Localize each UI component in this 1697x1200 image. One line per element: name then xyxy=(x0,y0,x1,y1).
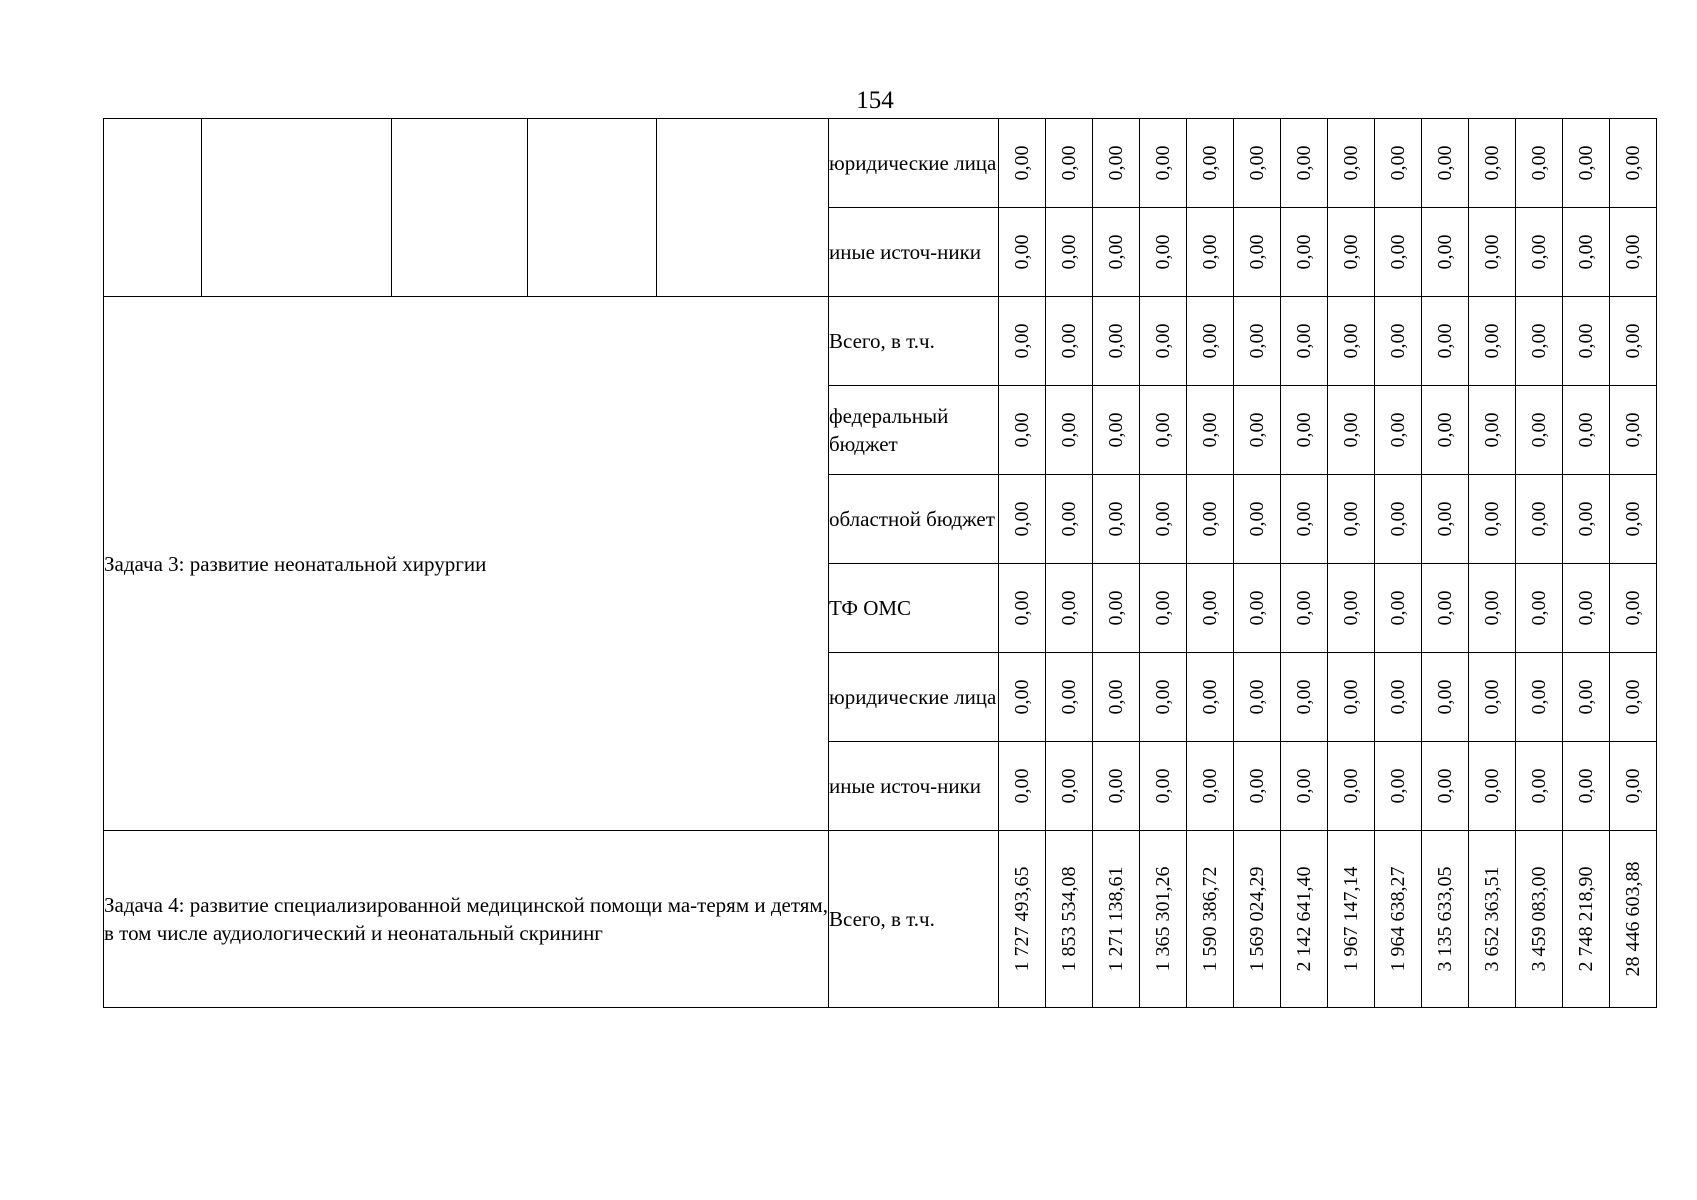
value-text: 0,00 xyxy=(1387,501,1409,537)
value-text: 0,00 xyxy=(1481,234,1503,270)
value-cell xyxy=(1328,297,1375,386)
value-cell xyxy=(1610,653,1657,742)
value-text: 0,00 xyxy=(1622,145,1644,181)
value-cell xyxy=(1516,119,1563,208)
value-text: 0,00 xyxy=(1199,501,1221,537)
value-text: 0,00 xyxy=(1293,234,1315,270)
value-text: 0,00 xyxy=(1340,501,1362,537)
value-cell xyxy=(1422,831,1469,1008)
value-cell xyxy=(1234,297,1281,386)
budget-table xyxy=(103,118,1657,1008)
value-text: 0,00 xyxy=(1575,768,1597,804)
value-cell xyxy=(1328,475,1375,564)
value-text: 0,00 xyxy=(1199,590,1221,626)
value-cell xyxy=(1281,653,1328,742)
funding-source-label: Всего, в т.ч. xyxy=(829,297,999,386)
value-text: 0,00 xyxy=(1528,323,1550,359)
value-text: 0,00 xyxy=(1293,412,1315,448)
value-cell xyxy=(1375,831,1422,1008)
value-text: 0,00 xyxy=(1246,412,1268,448)
value-cell xyxy=(1281,386,1328,475)
value-cell xyxy=(1422,297,1469,386)
value-text: 0,00 xyxy=(1528,768,1550,804)
value-text: 0,00 xyxy=(1622,590,1644,626)
value-cell xyxy=(1140,386,1187,475)
value-text: 0,00 xyxy=(1434,145,1456,181)
value-cell xyxy=(1046,208,1093,297)
value-text: 0,00 xyxy=(1246,768,1268,804)
value-text: 0,00 xyxy=(1246,234,1268,270)
value-cell xyxy=(1375,564,1422,653)
value-text: 0,00 xyxy=(1152,768,1174,804)
value-text: 0,00 xyxy=(1387,145,1409,181)
value-text: 2 748 218,90 xyxy=(1575,866,1597,972)
value-text: 0,00 xyxy=(1622,323,1644,359)
value-text: 0,00 xyxy=(1434,768,1456,804)
value-cell xyxy=(1187,475,1234,564)
value-cell xyxy=(1375,742,1422,831)
value-text: 0,00 xyxy=(1152,501,1174,537)
value-cell xyxy=(1093,742,1140,831)
value-text: 0,00 xyxy=(1528,501,1550,537)
value-text: 0,00 xyxy=(1387,323,1409,359)
value-cell xyxy=(1610,297,1657,386)
value-text: 0,00 xyxy=(1387,234,1409,270)
value-cell xyxy=(1093,386,1140,475)
value-text: 0,00 xyxy=(1058,323,1080,359)
value-cell xyxy=(1422,475,1469,564)
value-cell xyxy=(1328,208,1375,297)
value-text: 0,00 xyxy=(1011,412,1033,448)
value-text: 0,00 xyxy=(1152,145,1174,181)
value-cell xyxy=(1469,742,1516,831)
value-text: 0,00 xyxy=(1152,234,1174,270)
value-cell xyxy=(1422,742,1469,831)
value-cell xyxy=(1563,831,1610,1008)
value-text: 0,00 xyxy=(1105,145,1127,181)
value-cell xyxy=(1422,386,1469,475)
value-cell xyxy=(1610,475,1657,564)
value-text: 0,00 xyxy=(1058,768,1080,804)
value-cell xyxy=(1516,653,1563,742)
empty-cell-executor xyxy=(392,119,528,297)
funding-source-label: юридические лица xyxy=(829,653,999,742)
value-text: 0,00 xyxy=(1011,323,1033,359)
empty-cell-start xyxy=(528,119,657,297)
value-cell xyxy=(1281,297,1328,386)
value-cell xyxy=(1375,119,1422,208)
value-cell xyxy=(1187,386,1234,475)
value-cell xyxy=(1610,564,1657,653)
value-cell xyxy=(1563,297,1610,386)
value-cell xyxy=(999,475,1046,564)
value-cell xyxy=(1281,742,1328,831)
value-text: 0,00 xyxy=(1199,145,1221,181)
value-text: 3 135 633,05 xyxy=(1434,866,1456,972)
value-cell xyxy=(1187,653,1234,742)
value-text: 0,00 xyxy=(1011,501,1033,537)
value-cell xyxy=(1516,564,1563,653)
value-cell xyxy=(1140,475,1187,564)
value-text: 0,00 xyxy=(1481,323,1503,359)
value-cell xyxy=(1187,119,1234,208)
value-text: 0,00 xyxy=(1293,323,1315,359)
value-cell xyxy=(1516,208,1563,297)
value-cell xyxy=(1469,208,1516,297)
value-text: 0,00 xyxy=(1058,501,1080,537)
value-cell xyxy=(999,297,1046,386)
value-cell xyxy=(1140,297,1187,386)
value-text: 0,00 xyxy=(1058,679,1080,715)
value-cell xyxy=(1563,386,1610,475)
value-text: 0,00 xyxy=(1575,501,1597,537)
value-cell xyxy=(999,831,1046,1008)
value-cell xyxy=(1140,742,1187,831)
funding-source-label: Всего, в т.ч. xyxy=(829,831,999,1008)
value-text: 0,00 xyxy=(1105,768,1127,804)
value-cell xyxy=(1516,297,1563,386)
table-body xyxy=(104,119,1657,1008)
value-cell xyxy=(1093,208,1140,297)
value-text: 0,00 xyxy=(1528,679,1550,715)
value-cell xyxy=(1610,208,1657,297)
value-cell xyxy=(1328,742,1375,831)
funding-source-label: иные источ-ники xyxy=(829,208,999,297)
value-text: 0,00 xyxy=(1246,679,1268,715)
value-cell xyxy=(1281,119,1328,208)
task-title: Задача 4: развитие специализированной медицинской помощи ма-терям и детям, в том числе аудиологический и неонатальный скрининг xyxy=(104,831,829,1008)
value-text: 0,00 xyxy=(1152,412,1174,448)
value-text: 2 142 641,40 xyxy=(1293,866,1315,972)
value-cell xyxy=(1469,564,1516,653)
value-text: 0,00 xyxy=(1434,412,1456,448)
value-text: 0,00 xyxy=(1058,590,1080,626)
value-text: 0,00 xyxy=(1434,234,1456,270)
value-cell xyxy=(1516,742,1563,831)
value-text: 0,00 xyxy=(1293,768,1315,804)
value-text: 0,00 xyxy=(1387,768,1409,804)
value-text: 0,00 xyxy=(1246,501,1268,537)
value-cell xyxy=(1375,386,1422,475)
value-cell xyxy=(1187,831,1234,1008)
value-cell xyxy=(999,208,1046,297)
value-text: 0,00 xyxy=(1434,323,1456,359)
value-cell xyxy=(1610,831,1657,1008)
value-text: 0,00 xyxy=(1246,323,1268,359)
value-cell xyxy=(1046,742,1093,831)
value-cell xyxy=(1281,564,1328,653)
value-text: 0,00 xyxy=(1011,590,1033,626)
value-text: 0,00 xyxy=(1011,768,1033,804)
value-text: 0,00 xyxy=(1105,412,1127,448)
value-cell xyxy=(1375,475,1422,564)
value-cell xyxy=(1610,386,1657,475)
value-text: 0,00 xyxy=(1105,323,1127,359)
empty-cell-name xyxy=(202,119,392,297)
task-title: Задача 3: развитие неонатальной хирургии xyxy=(104,297,829,831)
value-text: 0,00 xyxy=(1434,590,1456,626)
value-cell xyxy=(1140,653,1187,742)
value-cell xyxy=(1093,831,1140,1008)
value-text: 0,00 xyxy=(1481,501,1503,537)
value-cell xyxy=(1328,119,1375,208)
value-text: 0,00 xyxy=(1199,679,1221,715)
value-text: 0,00 xyxy=(1340,768,1362,804)
value-cell xyxy=(1140,564,1187,653)
value-cell xyxy=(1375,653,1422,742)
value-cell xyxy=(1046,386,1093,475)
value-cell xyxy=(1469,475,1516,564)
value-text: 0,00 xyxy=(1199,323,1221,359)
value-text: 3 459 083,00 xyxy=(1528,866,1550,972)
value-cell xyxy=(1328,564,1375,653)
value-cell xyxy=(1563,208,1610,297)
value-cell xyxy=(1093,475,1140,564)
value-text: 0,00 xyxy=(1105,234,1127,270)
value-cell xyxy=(1281,475,1328,564)
value-cell xyxy=(1375,208,1422,297)
value-text: 0,00 xyxy=(1575,679,1597,715)
value-text: 0,00 xyxy=(1575,412,1597,448)
value-cell xyxy=(1563,564,1610,653)
value-text: 0,00 xyxy=(1622,679,1644,715)
value-cell xyxy=(1516,831,1563,1008)
funding-source-label: ТФ ОМС xyxy=(829,564,999,653)
value-cell xyxy=(1234,564,1281,653)
value-cell xyxy=(1422,119,1469,208)
empty-cell-end xyxy=(657,119,829,297)
value-cell xyxy=(1140,208,1187,297)
value-text: 0,00 xyxy=(1152,590,1174,626)
value-text: 1 964 638,27 xyxy=(1387,866,1409,972)
value-text: 0,00 xyxy=(1622,501,1644,537)
value-text: 0,00 xyxy=(1434,501,1456,537)
value-text: 0,00 xyxy=(1105,679,1127,715)
value-cell xyxy=(1046,564,1093,653)
value-text: 0,00 xyxy=(1481,679,1503,715)
value-cell xyxy=(1093,653,1140,742)
value-cell xyxy=(1469,653,1516,742)
value-text: 0,00 xyxy=(1622,234,1644,270)
value-text: 0,00 xyxy=(1011,145,1033,181)
value-text: 0,00 xyxy=(1199,234,1221,270)
value-text: 1 365 301,26 xyxy=(1152,866,1174,972)
value-text: 1 569 024,29 xyxy=(1246,866,1268,972)
empty-cell-number xyxy=(104,119,202,297)
value-cell xyxy=(1046,831,1093,1008)
value-cell xyxy=(1093,119,1140,208)
value-text: 0,00 xyxy=(1011,679,1033,715)
value-cell xyxy=(1187,742,1234,831)
value-text: 0,00 xyxy=(1340,234,1362,270)
value-cell xyxy=(1234,653,1281,742)
table-row xyxy=(104,119,1657,208)
value-text: 0,00 xyxy=(1481,145,1503,181)
value-text: 0,00 xyxy=(1481,768,1503,804)
value-cell xyxy=(1187,564,1234,653)
value-text: 0,00 xyxy=(1293,679,1315,715)
value-cell xyxy=(999,386,1046,475)
value-cell xyxy=(1234,475,1281,564)
value-text: 0,00 xyxy=(1528,590,1550,626)
value-cell xyxy=(1046,653,1093,742)
value-cell xyxy=(1046,475,1093,564)
value-cell xyxy=(1234,119,1281,208)
value-text: 0,00 xyxy=(1434,679,1456,715)
funding-source-label: юридические лица xyxy=(829,119,999,208)
value-text: 0,00 xyxy=(1528,145,1550,181)
value-text: 0,00 xyxy=(1575,234,1597,270)
value-text: 0,00 xyxy=(1011,234,1033,270)
funding-source-label: областной бюджет xyxy=(829,475,999,564)
value-text: 0,00 xyxy=(1152,679,1174,715)
value-text: 1 590 386,72 xyxy=(1199,866,1221,972)
value-text: 0,00 xyxy=(1293,501,1315,537)
funding-source-label: иные источ-ники xyxy=(829,742,999,831)
value-cell xyxy=(1234,208,1281,297)
value-cell xyxy=(1516,386,1563,475)
value-cell xyxy=(1140,119,1187,208)
value-text: 0,00 xyxy=(1246,590,1268,626)
value-text: 0,00 xyxy=(1199,768,1221,804)
value-cell xyxy=(1563,653,1610,742)
funding-source-label: федеральный бюджет xyxy=(829,386,999,475)
value-cell xyxy=(1187,208,1234,297)
value-cell xyxy=(1469,386,1516,475)
value-text: 1 967 147,14 xyxy=(1340,866,1362,972)
value-text: 0,00 xyxy=(1575,323,1597,359)
value-cell xyxy=(1563,119,1610,208)
value-text: 0,00 xyxy=(1387,412,1409,448)
value-text: 0,00 xyxy=(1340,412,1362,448)
value-text: 0,00 xyxy=(1105,590,1127,626)
value-cell xyxy=(1563,742,1610,831)
value-text: 1 853 534,08 xyxy=(1058,866,1080,972)
value-cell xyxy=(1281,831,1328,1008)
value-cell xyxy=(1140,831,1187,1008)
page-number: 154 xyxy=(856,87,894,114)
value-text: 0,00 xyxy=(1058,234,1080,270)
value-cell xyxy=(1422,208,1469,297)
value-text: 0,00 xyxy=(1387,590,1409,626)
value-cell xyxy=(1093,297,1140,386)
value-text: 0,00 xyxy=(1293,590,1315,626)
value-text: 0,00 xyxy=(1622,412,1644,448)
value-text: 0,00 xyxy=(1105,501,1127,537)
value-cell xyxy=(999,742,1046,831)
value-text: 0,00 xyxy=(1340,323,1362,359)
value-cell xyxy=(1469,831,1516,1008)
value-text: 3 652 363,51 xyxy=(1481,866,1503,972)
value-text: 0,00 xyxy=(1246,145,1268,181)
value-text: 0,00 xyxy=(1387,679,1409,715)
value-cell xyxy=(1328,831,1375,1008)
value-text: 1 271 138,61 xyxy=(1105,866,1127,972)
value-cell xyxy=(1234,386,1281,475)
value-text: 0,00 xyxy=(1199,412,1221,448)
value-text: 0,00 xyxy=(1152,323,1174,359)
value-cell xyxy=(1187,297,1234,386)
value-cell xyxy=(1422,653,1469,742)
value-cell xyxy=(999,119,1046,208)
value-text: 0,00 xyxy=(1293,145,1315,181)
value-cell xyxy=(999,564,1046,653)
value-text: 1 727 493,65 xyxy=(1011,866,1033,972)
value-text: 0,00 xyxy=(1575,590,1597,626)
value-text: 0,00 xyxy=(1481,412,1503,448)
value-cell xyxy=(1234,831,1281,1008)
value-text: 0,00 xyxy=(1622,768,1644,804)
table-row xyxy=(104,831,1657,1008)
value-cell xyxy=(1610,119,1657,208)
value-text: 0,00 xyxy=(1528,234,1550,270)
value-cell xyxy=(1469,119,1516,208)
value-cell xyxy=(1046,119,1093,208)
value-text: 0,00 xyxy=(1528,412,1550,448)
value-cell xyxy=(1328,653,1375,742)
value-cell xyxy=(1281,208,1328,297)
value-cell xyxy=(1422,564,1469,653)
value-cell xyxy=(1093,564,1140,653)
value-cell xyxy=(1046,297,1093,386)
value-text: 28 446 603,88 xyxy=(1622,861,1644,977)
value-text: 0,00 xyxy=(1340,590,1362,626)
value-text: 0,00 xyxy=(1340,145,1362,181)
value-cell xyxy=(1516,475,1563,564)
value-cell xyxy=(1469,297,1516,386)
value-cell xyxy=(1234,742,1281,831)
table-row xyxy=(104,297,1657,386)
value-text: 0,00 xyxy=(1340,679,1362,715)
value-text: 0,00 xyxy=(1058,412,1080,448)
value-text: 0,00 xyxy=(1058,145,1080,181)
value-cell xyxy=(999,653,1046,742)
value-cell xyxy=(1563,475,1610,564)
value-cell xyxy=(1610,742,1657,831)
value-cell xyxy=(1375,297,1422,386)
value-cell xyxy=(1328,386,1375,475)
value-text: 0,00 xyxy=(1575,145,1597,181)
value-text: 0,00 xyxy=(1481,590,1503,626)
